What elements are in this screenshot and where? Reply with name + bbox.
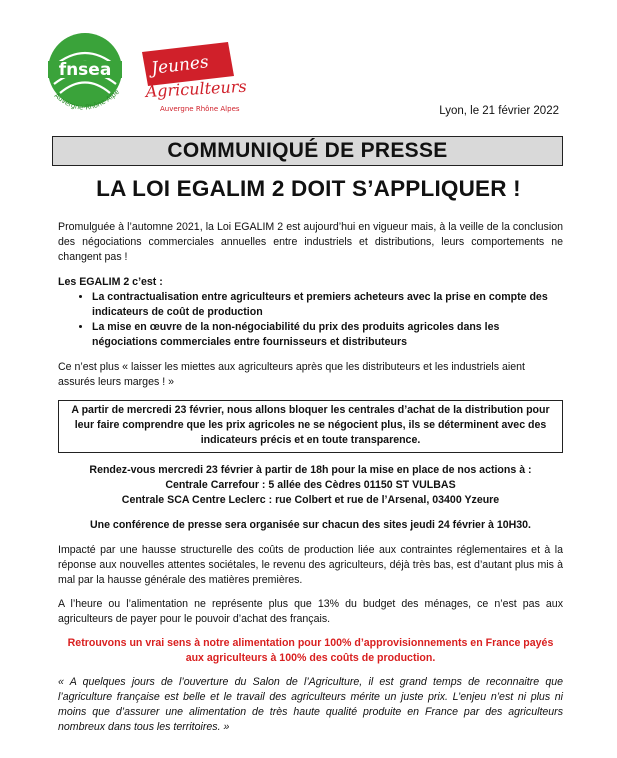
rdv-line3: Centrale SCA Centre Leclerc : rue Colbert et rue de l’Arsenal, 03400 Yzeure [121,494,500,506]
logos-graphic [40,30,260,120]
rdv-line1: Rendez-vous mercredi 23 février à partir de 18h pour la mise en place de nos actions à : [89,464,532,476]
list-item: • La mise en œuvre de la non-négociabilité du prix des produits agricoles dans les négociations commerciales entre fournisseurs et distributeurs [92,320,563,350]
impact-paragraph: Impacté par une hausse structurelle des coûts de production liée aux contraintes réglementaires et à la réponse aux nouvelles attentes sociétales, le revenu des agriculteurs, déjà très bas, est d’autant plus mis à mal par la hausse générale des matières premières. [58,544,563,586]
intro-paragraph: Promulguée à l’automne 2021, la Loi EGALIM 2 est aujourd’hui en vigueur mais, à la veille de la conclusion des négociations commerciales annuelles entre industriels et distributions, leurs comportements ne changent pas ! [58,221,563,263]
rdv-line2: Centrale Carrefour : 5 allée des Cèdres 01150 ST VULBAS [165,479,456,491]
closing-quote: « A quelques jours de l’ouverture du Salon de l’Agriculture, il est grand temps de reconnaitre que l’agriculture française est belle et le travail des agriculteurs mérite un juste prix. L’enjeu n’est ni plus ni moins que d’assurer une alimentation de très haute qualité produite en France par des agriculteurs nombreux dans tous les territoires. » [58,676,563,733]
header-logos [40,30,260,120]
fnsea-logo-text: fnsea [58,60,112,80]
fnsea-logo [40,30,122,112]
list-item: • La contractualisation entre agriculteurs et premiers acheteurs avec la prise en compte des indicateurs de coût de production [92,290,563,320]
press-body [58,220,563,735]
action-box: A partir de mercredi 23 février, nous allons bloquer les centrales d’achat de la distribution pour leur faire comprendre que les prix agricoles ne se négocient plus, ils se déterminent avec des indicateurs précis et en toute transparence. [58,400,563,453]
quote-line: Ce n’est plus « laisser les miettes aux agriculteurs après que les distributeurs et les industriels aient assurés leurs marges ! » [58,361,525,388]
ja-region: Auvergne Rhône Alpes [160,105,240,113]
ja-logo-line1: Jeunes [150,52,210,79]
egalim-list [58,290,563,350]
alimentation-paragraph: A l’heure ou l’alimentation ne représente plus que 13% du budget des ménages, ce n’est pas aux agriculteurs de payer pour le pouvoir d’achat des français. [58,598,563,625]
press-release-banner: COMMUNIQUÉ DE PRESSE [52,136,563,166]
red-slogan: Retrouvons un vrai sens à notre alimentation pour 100% d’approvisionnements en France payés aux agriculteurs à 100% des coûts de production. [67,637,554,664]
headline: LA LOI EGALIM 2 DOIT S’APPLIQUER ! [96,176,521,201]
fnsea-region: Auvergne-Rhône-Alpe [52,87,121,112]
ja-logo [142,42,247,113]
egalim-heading: Les EGALIM 2 c’est : [58,276,163,288]
press-date: Lyon, le 21 février 2022 [439,105,559,117]
press-conference: Une conférence de presse sera organisée sur chacun des sites jeudi 24 février à 10H30. [89,519,532,531]
ja-logo-line2: Agriculteurs [145,76,248,101]
